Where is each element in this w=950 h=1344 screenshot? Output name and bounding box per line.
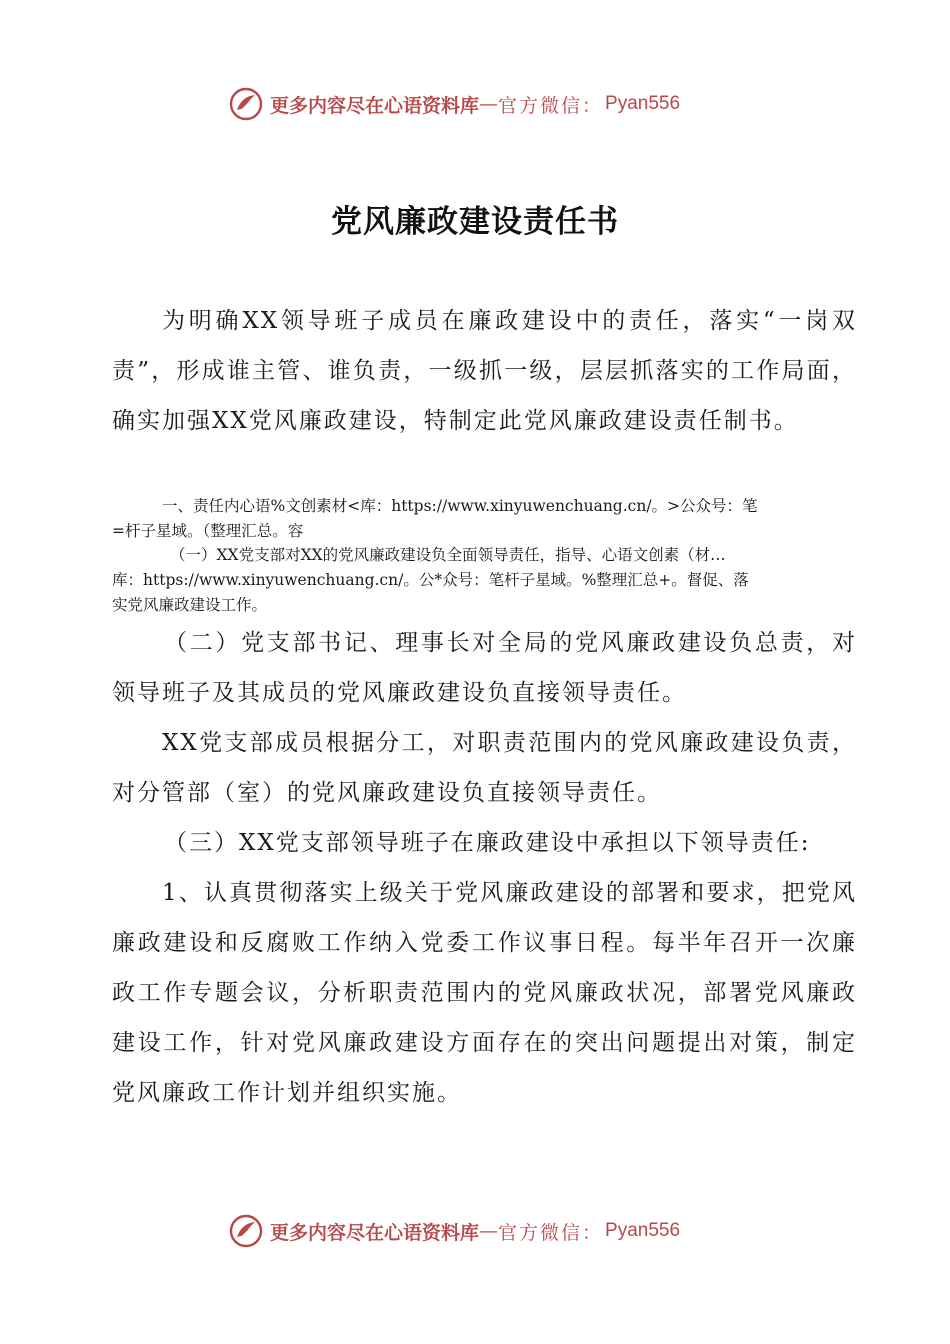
paragraph-2: （二）党支部书记、理事长对全局的党风廉政建设负总责，对领导班子及其成员的党风廉政建设负直接领导责任。 (112, 630, 857, 706)
brand-logo-icon (228, 86, 264, 122)
small-section-2-line-1: （一）XX党支部对XX的党风廉政建设负全面领导责任，指导、心语文创素（材… (170, 546, 726, 564)
footer-banner (228, 1211, 680, 1251)
small-section-1 (112, 494, 857, 544)
banner-wechat-label: 官方微信： (498, 1221, 604, 1244)
banner-wechat-id: Pyan556 (605, 1220, 681, 1241)
banner-wechat-label: 官方微信： (498, 94, 604, 117)
brand-logo-icon (228, 1213, 264, 1249)
small-section-2-line-3: 实党风廉政建设工作。 (112, 596, 268, 614)
document-title: 党风廉政建设责任书 (331, 204, 619, 240)
banner-library-text: 更多内容尽在心语资料库 (270, 1221, 480, 1244)
small-section-2-line-2: 库：https://www.xinyuwenchuang.cn/。公*众号：笔杆子星域。%整理汇总+。督促、落 (112, 571, 749, 589)
small-section-1-line-2: =杆子星域。（整理汇总。容 (112, 522, 304, 540)
header-banner (228, 84, 680, 124)
intro-paragraph: 为明确XX领导班子成员在廉政建设中的责任，落实“一岗双责”，形成谁主管、谁负责，一级抓一级，层层抓落实的工作局面，确实加强XX党风廉政建设，特制定此党风廉政建设责任制书。 (112, 308, 857, 434)
banner-library-text: 更多内容尽在心语资料库 (270, 94, 480, 117)
banner-wechat-id: Pyan556 (605, 93, 681, 114)
banner-separator: — (479, 1220, 499, 1242)
paragraph-4: （三）XX党支部领导班子在廉政建设中承担以下领导责任: (164, 830, 811, 856)
small-section-2 (112, 543, 857, 618)
paragraph-5: 1、认真贯彻落实上级关于党风廉政建设的部署和要求，把党风廉政建设和反腐败工作纳入党委工作议事日程。每半年召开一次廉政工作专题会议，分析职责范围内的党风廉政状况，部署党风廉政建设工作，针对党风廉政建设方面存在的突出问题提出对策，制定党风廉政工作计划并组织实施。 (112, 880, 857, 1106)
paragraph-3: XX党支部成员根据分工，对职责范围内的党风廉政建设负责，对分管部（室）的党风廉政建设负直接领导责任。 (112, 730, 857, 806)
small-section-1-line-1: 一、责任内心语%文创素材<库：https://www.xinyuwenchuang.cn/。>公众号：笔 (162, 497, 758, 515)
banner-separator: — (479, 93, 499, 115)
